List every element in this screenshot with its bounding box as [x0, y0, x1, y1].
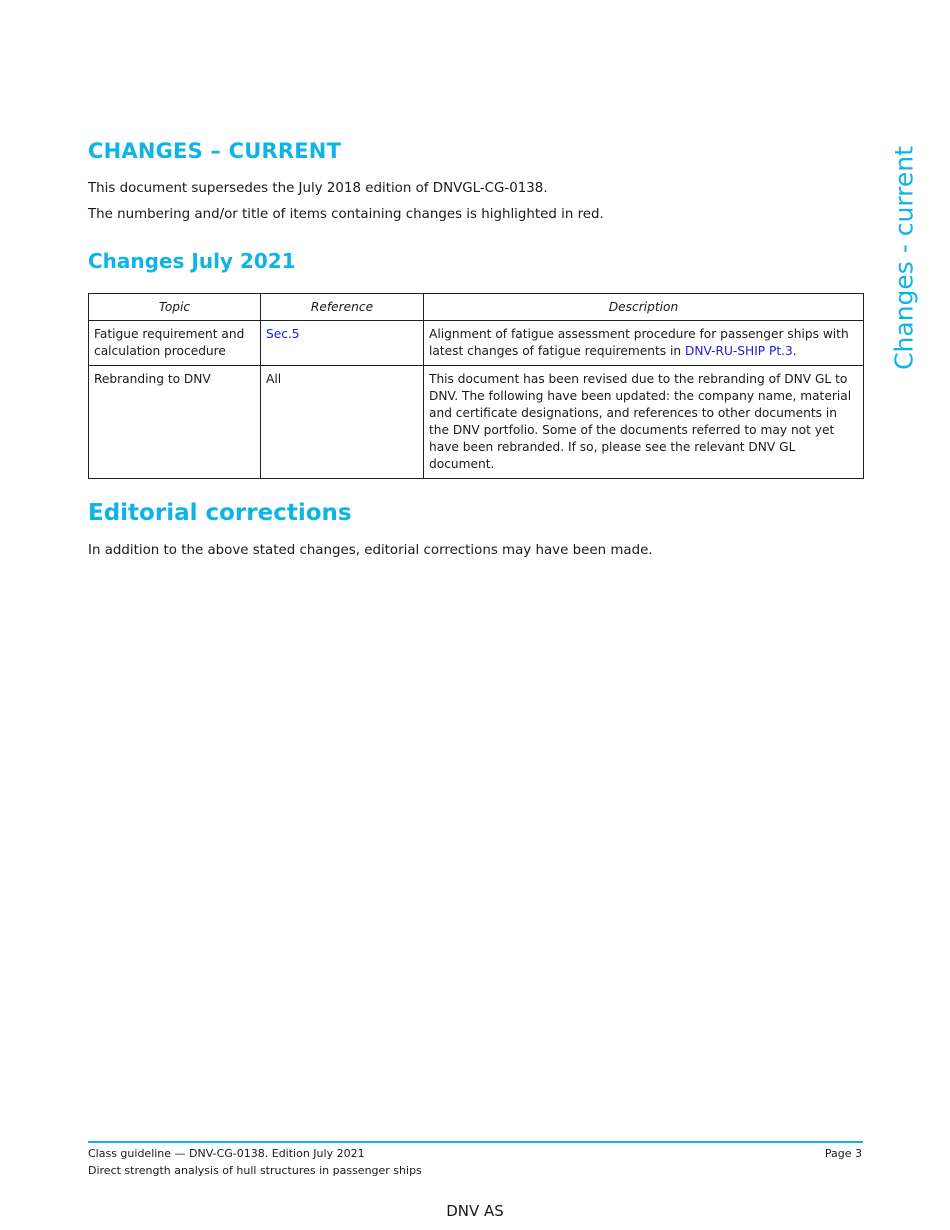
changes-heading: Changes July 2021: [88, 249, 296, 273]
column-header-reference: Reference: [261, 294, 424, 321]
rule-reference-link[interactable]: DNV-RU-SHIP Pt.3: [685, 344, 793, 358]
description-cell: [424, 321, 864, 366]
table-row: [89, 366, 864, 479]
company-name: DNV AS: [446, 1202, 504, 1220]
table-row: [89, 321, 864, 366]
footer-divider: [88, 1141, 863, 1143]
editorial-heading: Editorial corrections: [88, 500, 352, 526]
column-header-description: Description: [424, 294, 864, 321]
side-tab: [884, 144, 924, 372]
page-title: CHANGES – CURRENT: [88, 139, 342, 163]
reference-cell: [261, 321, 424, 366]
reference-link[interactable]: Sec.5: [266, 327, 300, 341]
intro-text: The numbering and/or title of items containing changes is highlighted in red.: [88, 207, 604, 222]
table-header-row: [89, 294, 864, 321]
footer-page-number: Page 3: [824, 1147, 862, 1160]
description-text: Alignment of fatigue assessment procedure for passenger ships with latest changes of fatigue requirements in: [429, 327, 849, 358]
description-suffix: .: [792, 344, 797, 358]
footer-document-title: Direct strength analysis of hull structures in passenger ships: [88, 1164, 422, 1177]
changes-table: [88, 293, 864, 479]
side-tab-label: Changes - current: [889, 146, 919, 370]
topic-cell: Rebranding to DNV: [89, 366, 261, 479]
editorial-text: In addition to the above stated changes, editorial corrections may have been made.: [88, 543, 653, 558]
description-cell: This document has been revised due to the rebranding of DNV GL to DNV. The following have been updated: the company name, material and certificate designations, and references to other documents in the DNV portfolio. Some of the documents referred to may not yet have been rebranded. If so, please see the relevant DNV GL document.: [424, 366, 864, 479]
footer-document-id: Class guideline — DNV-CG-0138. Edition July 2021: [88, 1147, 365, 1160]
reference-cell: All: [261, 366, 424, 479]
intro-text: This document supersedes the July 2018 edition of DNVGL-CG-0138.: [88, 181, 548, 196]
column-header-topic: Topic: [89, 294, 261, 321]
topic-cell: Fatigue requirement and calculation procedure: [89, 321, 261, 366]
